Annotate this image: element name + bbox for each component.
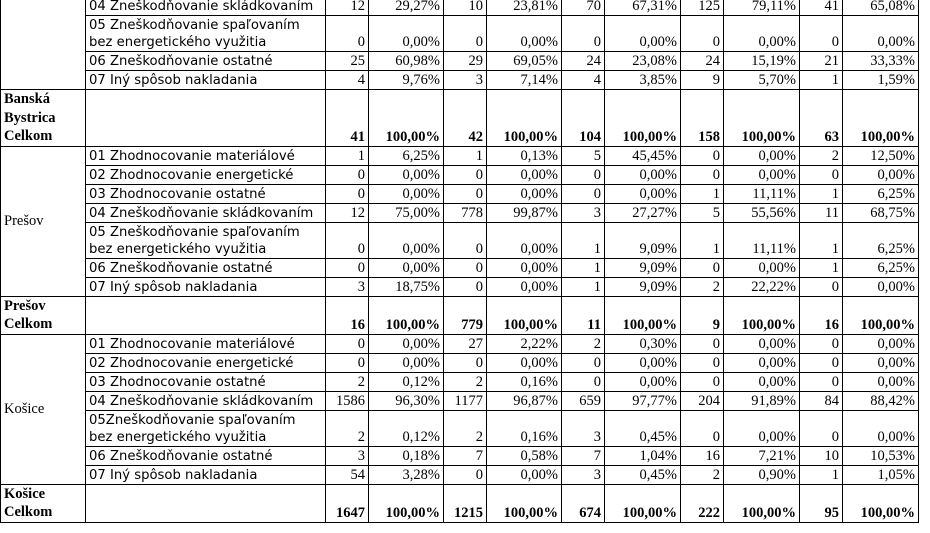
percent-cell: 0,00% <box>369 184 444 203</box>
percent-cell: 0,00% <box>724 353 800 372</box>
count-cell: 1 <box>800 465 843 484</box>
percent-cell: 0,00% <box>843 165 919 184</box>
count-cell: 12 <box>326 203 369 222</box>
count-cell: 0 <box>326 184 369 203</box>
count-cell: 21 <box>800 52 843 71</box>
percent-cell: 0,18% <box>369 446 444 465</box>
count-cell: 3 <box>326 446 369 465</box>
percent-cell: 0,00% <box>724 410 800 446</box>
count-cell: 16 <box>681 446 724 465</box>
percent-cell: 0,00% <box>605 184 681 203</box>
count-cell: 0 <box>800 372 843 391</box>
count-cell: 10 <box>800 446 843 465</box>
category-cell: 02 Zhodnocovanie energetické <box>86 353 326 372</box>
total-percent-cell: 100,00% <box>605 296 681 334</box>
count-cell: 0 <box>326 258 369 277</box>
percent-cell: 9,76% <box>369 71 444 90</box>
count-cell: 7 <box>444 446 487 465</box>
percent-cell: 23,08% <box>605 52 681 71</box>
table-row <box>1 16 919 52</box>
count-cell: 4 <box>562 71 605 90</box>
count-cell: 125 <box>681 0 724 16</box>
percent-cell: 2,22% <box>487 334 562 353</box>
count-cell: 0 <box>444 165 487 184</box>
percent-cell: 6,25% <box>369 146 444 165</box>
table-row <box>1 446 919 465</box>
percent-cell: 12,50% <box>843 146 919 165</box>
percent-cell: 69,05% <box>487 52 562 71</box>
percent-cell: 33,33% <box>843 52 919 71</box>
percent-cell: 0,45% <box>605 410 681 446</box>
table-row <box>1 222 919 258</box>
percent-cell: 9,09% <box>605 277 681 296</box>
percent-cell: 0,00% <box>369 258 444 277</box>
category-cell: 05Zneškodňovanie spaľovaním bez energetického využitia <box>86 410 326 446</box>
percent-cell: 0,00% <box>487 353 562 372</box>
total-percent-cell: 100,00% <box>369 296 444 334</box>
count-cell: 0 <box>562 372 605 391</box>
total-percent-cell: 100,00% <box>843 484 919 522</box>
count-cell: 0 <box>444 258 487 277</box>
category-cell: 01 Zhodnocovanie materiálové <box>86 146 326 165</box>
total-count-cell: 674 <box>562 484 605 522</box>
total-count-cell: 41 <box>326 90 369 147</box>
percent-cell: 3,85% <box>605 71 681 90</box>
total-label-cell: Banská Bystrica Celkom <box>1 90 86 147</box>
count-cell: 778 <box>444 203 487 222</box>
count-cell: 5 <box>681 203 724 222</box>
blank-cell <box>86 484 326 522</box>
percent-cell: 0,00% <box>724 334 800 353</box>
percent-cell: 0,00% <box>487 277 562 296</box>
count-cell: 1 <box>681 184 724 203</box>
count-cell: 2 <box>562 334 605 353</box>
count-cell: 9 <box>681 71 724 90</box>
count-cell: 12 <box>326 0 369 16</box>
region-cell: Košice <box>1 334 86 484</box>
count-cell: 1 <box>800 258 843 277</box>
count-cell: 0 <box>444 465 487 484</box>
table-row <box>1 372 919 391</box>
table-row <box>1 465 919 484</box>
count-cell: 1 <box>562 222 605 258</box>
total-percent-cell: 100,00% <box>724 90 800 147</box>
percent-cell: 0,00% <box>843 277 919 296</box>
count-cell: 0 <box>562 165 605 184</box>
table-row <box>1 52 919 71</box>
total-count-cell: 222 <box>681 484 724 522</box>
percent-cell: 0,00% <box>369 165 444 184</box>
blank-cell <box>86 90 326 147</box>
percent-cell: 1,05% <box>843 465 919 484</box>
percent-cell: 15,19% <box>724 52 800 71</box>
category-cell: 06 Zneškodňovanie ostatné <box>86 446 326 465</box>
count-cell: 25 <box>326 52 369 71</box>
table-row <box>1 391 919 410</box>
category-cell: 03 Zhodnocovanie ostatné <box>86 184 326 203</box>
count-cell: 54 <box>326 465 369 484</box>
count-cell: 0 <box>444 184 487 203</box>
percent-cell: 0,00% <box>605 372 681 391</box>
percent-cell: 0,00% <box>724 165 800 184</box>
percent-cell: 91,89% <box>724 391 800 410</box>
percent-cell: 0,00% <box>369 16 444 52</box>
percent-cell: 0,12% <box>369 372 444 391</box>
percent-cell: 0,45% <box>605 465 681 484</box>
table-row <box>1 334 919 353</box>
count-cell: 1 <box>444 146 487 165</box>
count-cell: 3 <box>444 71 487 90</box>
count-cell: 0 <box>326 222 369 258</box>
percent-cell: 3,28% <box>369 465 444 484</box>
count-cell: 3 <box>326 277 369 296</box>
count-cell: 1 <box>800 184 843 203</box>
percent-cell: 0,00% <box>724 372 800 391</box>
percent-cell: 23,81% <box>487 0 562 16</box>
percent-cell: 7,21% <box>724 446 800 465</box>
region-cell <box>1 0 86 90</box>
percent-cell: 96,87% <box>487 391 562 410</box>
count-cell: 0 <box>800 277 843 296</box>
percent-cell: 0,12% <box>369 410 444 446</box>
count-cell: 7 <box>562 446 605 465</box>
count-cell: 70 <box>562 0 605 16</box>
category-cell: 07 Iný spôsob nakladania <box>86 277 326 296</box>
count-cell: 1 <box>800 71 843 90</box>
table-row <box>1 277 919 296</box>
count-cell: 0 <box>444 16 487 52</box>
total-percent-cell: 100,00% <box>605 90 681 147</box>
percent-cell: 0,00% <box>724 258 800 277</box>
percent-cell: 5,70% <box>724 71 800 90</box>
percent-cell: 0,00% <box>843 334 919 353</box>
percent-cell: 67,31% <box>605 0 681 16</box>
count-cell: 3 <box>562 203 605 222</box>
percent-cell: 29,27% <box>369 0 444 16</box>
table-row <box>1 146 919 165</box>
count-cell: 2 <box>681 277 724 296</box>
count-cell: 1 <box>800 222 843 258</box>
percent-cell: 97,77% <box>605 391 681 410</box>
count-cell: 0 <box>681 258 724 277</box>
count-cell: 0 <box>681 165 724 184</box>
percent-cell: 0,00% <box>369 334 444 353</box>
percent-cell: 0,00% <box>843 353 919 372</box>
percent-cell: 75,00% <box>369 203 444 222</box>
count-cell: 5 <box>562 146 605 165</box>
percent-cell: 79,11% <box>724 0 800 16</box>
percent-cell: 0,00% <box>487 16 562 52</box>
percent-cell: 55,56% <box>724 203 800 222</box>
category-cell: 03 Zhodnocovanie ostatné <box>86 372 326 391</box>
percent-cell: 0,16% <box>487 410 562 446</box>
total-percent-cell: 100,00% <box>605 484 681 522</box>
percent-cell: 27,27% <box>605 203 681 222</box>
percent-cell: 6,25% <box>843 222 919 258</box>
total-percent-cell: 100,00% <box>843 90 919 147</box>
count-cell: 41 <box>800 0 843 16</box>
count-cell: 3 <box>562 465 605 484</box>
count-cell: 2 <box>326 410 369 446</box>
region-cell: Prešov <box>1 146 86 296</box>
total-row <box>1 90 919 147</box>
category-cell: 04 Zneškodňovanie skládkovaním <box>86 391 326 410</box>
total-count-cell: 16 <box>326 296 369 334</box>
total-count-cell: 1647 <box>326 484 369 522</box>
count-cell: 2 <box>444 410 487 446</box>
percent-cell: 99,87% <box>487 203 562 222</box>
percent-cell: 88,42% <box>843 391 919 410</box>
table-row <box>1 184 919 203</box>
count-cell: 29 <box>444 52 487 71</box>
count-cell: 0 <box>800 410 843 446</box>
category-cell: 05 Zneškodňovanie spaľovaním bez energetického využitia <box>86 16 326 52</box>
count-cell: 0 <box>326 353 369 372</box>
total-count-cell: 1215 <box>444 484 487 522</box>
table-row <box>1 353 919 372</box>
count-cell: 1586 <box>326 391 369 410</box>
percent-cell: 0,00% <box>605 165 681 184</box>
percent-cell: 65,08% <box>843 0 919 16</box>
total-percent-cell: 100,00% <box>724 484 800 522</box>
count-cell: 4 <box>326 71 369 90</box>
percent-cell: 68,75% <box>843 203 919 222</box>
category-cell: 05 Zneškodňovanie spaľovaním bez energetického využitia <box>86 222 326 258</box>
category-cell: 04 Zneškodňovanie skládkovaním <box>86 0 326 16</box>
table-row <box>1 165 919 184</box>
category-cell: 02 Zhodnocovanie energetické <box>86 165 326 184</box>
percent-cell: 0,58% <box>487 446 562 465</box>
total-count-cell: 104 <box>562 90 605 147</box>
percent-cell: 0,00% <box>369 353 444 372</box>
category-cell: 04 Zneškodňovanie skládkovaním <box>86 203 326 222</box>
percent-cell: 0,00% <box>605 353 681 372</box>
count-cell: 0 <box>800 353 843 372</box>
count-cell: 1177 <box>444 391 487 410</box>
table-row <box>1 0 919 16</box>
count-cell: 24 <box>681 52 724 71</box>
total-percent-cell: 100,00% <box>369 484 444 522</box>
percent-cell: 0,00% <box>487 258 562 277</box>
category-cell: 07 Iný spôsob nakladania <box>86 71 326 90</box>
total-percent-cell: 100,00% <box>843 296 919 334</box>
count-cell: 2 <box>681 465 724 484</box>
total-count-cell: 11 <box>562 296 605 334</box>
category-cell: 07 Iný spôsob nakladania <box>86 465 326 484</box>
percent-cell: 0,00% <box>487 222 562 258</box>
percent-cell: 18,75% <box>369 277 444 296</box>
count-cell: 0 <box>562 353 605 372</box>
percent-cell: 0,16% <box>487 372 562 391</box>
total-percent-cell: 100,00% <box>487 90 562 147</box>
category-cell: 06 Zneškodňovanie ostatné <box>86 258 326 277</box>
percent-cell: 6,25% <box>843 258 919 277</box>
percent-cell: 0,00% <box>487 165 562 184</box>
count-cell: 2 <box>444 372 487 391</box>
count-cell: 0 <box>681 334 724 353</box>
percent-cell: 0,00% <box>843 372 919 391</box>
count-cell: 27 <box>444 334 487 353</box>
count-cell: 0 <box>681 353 724 372</box>
percent-cell: 60,98% <box>369 52 444 71</box>
count-cell: 0 <box>800 165 843 184</box>
count-cell: 0 <box>326 165 369 184</box>
percent-cell: 1,04% <box>605 446 681 465</box>
count-cell: 0 <box>681 372 724 391</box>
total-count-cell: 158 <box>681 90 724 147</box>
count-cell: 204 <box>681 391 724 410</box>
count-cell: 0 <box>562 16 605 52</box>
percent-cell: 0,00% <box>724 16 800 52</box>
percent-cell: 0,13% <box>487 146 562 165</box>
count-cell: 1 <box>681 222 724 258</box>
percent-cell: 45,45% <box>605 146 681 165</box>
percent-cell: 9,09% <box>605 222 681 258</box>
percent-cell: 0,00% <box>843 16 919 52</box>
total-label-cell: Košice Celkom <box>1 484 86 522</box>
percent-cell: 0,00% <box>843 410 919 446</box>
count-cell: 0 <box>681 16 724 52</box>
percent-cell: 1,59% <box>843 71 919 90</box>
percent-cell: 0,00% <box>724 146 800 165</box>
count-cell: 0 <box>562 184 605 203</box>
total-row <box>1 296 919 334</box>
count-cell: 3 <box>562 410 605 446</box>
count-cell: 0 <box>444 222 487 258</box>
table-row <box>1 203 919 222</box>
blank-cell <box>86 296 326 334</box>
table-row <box>1 71 919 90</box>
total-count-cell: 16 <box>800 296 843 334</box>
count-cell: 11 <box>800 203 843 222</box>
count-cell: 84 <box>800 391 843 410</box>
percent-cell: 7,14% <box>487 71 562 90</box>
count-cell: 0 <box>326 16 369 52</box>
total-count-cell: 63 <box>800 90 843 147</box>
table-body <box>1 0 919 522</box>
count-cell: 0 <box>444 277 487 296</box>
percent-cell: 0,30% <box>605 334 681 353</box>
count-cell: 0 <box>800 16 843 52</box>
percent-cell: 96,30% <box>369 391 444 410</box>
percent-cell: 11,11% <box>724 222 800 258</box>
percent-cell: 0,00% <box>487 184 562 203</box>
total-label-cell: Prešov Celkom <box>1 296 86 334</box>
total-count-cell: 95 <box>800 484 843 522</box>
count-cell: 0 <box>800 334 843 353</box>
percent-cell: 22,22% <box>724 277 800 296</box>
count-cell: 2 <box>326 372 369 391</box>
percent-cell: 0,00% <box>605 16 681 52</box>
category-cell: 06 Zneškodňovanie ostatné <box>86 52 326 71</box>
total-count-cell: 42 <box>444 90 487 147</box>
total-percent-cell: 100,00% <box>487 296 562 334</box>
total-percent-cell: 100,00% <box>369 90 444 147</box>
category-cell: 01 Zhodnocovanie materiálové <box>86 334 326 353</box>
count-cell: 2 <box>800 146 843 165</box>
total-row <box>1 484 919 522</box>
percent-cell: 0,00% <box>487 465 562 484</box>
total-percent-cell: 100,00% <box>487 484 562 522</box>
table-row <box>1 410 919 446</box>
count-cell: 659 <box>562 391 605 410</box>
total-count-cell: 779 <box>444 296 487 334</box>
total-count-cell: 9 <box>681 296 724 334</box>
count-cell: 1 <box>562 258 605 277</box>
count-cell: 1 <box>562 277 605 296</box>
percent-cell: 9,09% <box>605 258 681 277</box>
count-cell: 1 <box>326 146 369 165</box>
percent-cell: 10,53% <box>843 446 919 465</box>
count-cell: 24 <box>562 52 605 71</box>
percent-cell: 6,25% <box>843 184 919 203</box>
count-cell: 0 <box>681 146 724 165</box>
percent-cell: 0,90% <box>724 465 800 484</box>
percent-cell: 0,00% <box>369 222 444 258</box>
percent-cell: 11,11% <box>724 184 800 203</box>
count-cell: 0 <box>444 353 487 372</box>
count-cell: 0 <box>681 410 724 446</box>
table-row <box>1 258 919 277</box>
total-percent-cell: 100,00% <box>724 296 800 334</box>
count-cell: 0 <box>326 334 369 353</box>
count-cell: 10 <box>444 0 487 16</box>
